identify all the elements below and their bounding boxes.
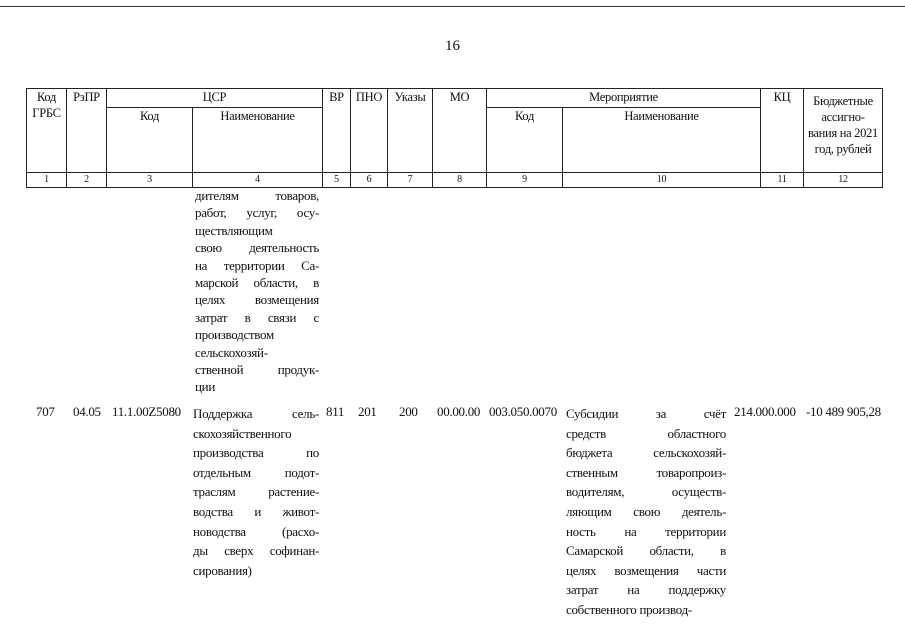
text-line: ственным товаропроиз- [566, 464, 726, 480]
text-line: ность на территории [566, 523, 726, 539]
text-line: целях возмещения [195, 292, 319, 308]
text-line: затрат в связи с [195, 309, 319, 325]
text-line: ции [195, 379, 215, 395]
text-line: дителям товаров, [195, 188, 319, 203]
header-mo: МО [433, 89, 487, 173]
row-mer-code: 003.050.0070 [489, 404, 557, 419]
text-line: ществляющим [195, 222, 273, 238]
header-mer-kod: Код [487, 108, 563, 173]
header-pno: ПНО [351, 89, 388, 173]
header-kod-grbs: Код ГРБС [27, 89, 67, 173]
text-line: бюджета сельскохозяй- [566, 445, 726, 461]
header-ukazy: Указы [388, 89, 433, 173]
header-csr-name: Наименование [193, 108, 323, 173]
header-csr: ЦСР [107, 89, 323, 108]
header-budget: Бюджетные ассигно- вания на 2021 год, рублей [804, 89, 883, 173]
text-line: Поддержка сель- [193, 406, 319, 421]
text-line: ственной продук- [195, 362, 319, 378]
column-number: 12 [804, 173, 883, 188]
header-vr: ВР [323, 89, 351, 173]
column-number: 9 [487, 173, 563, 188]
text-line: марской области, в [195, 275, 319, 291]
row-pno: 201 [358, 404, 377, 419]
text-line: скохозяйственного [193, 425, 292, 441]
column-number: 2 [67, 173, 107, 188]
row-rzpr: 04.05 [73, 404, 101, 419]
text-line: отдельным подот- [193, 464, 319, 480]
page-number: 16 [445, 38, 460, 54]
text-line: сирования) [193, 562, 252, 578]
column-number: 7 [388, 173, 433, 188]
scan-edge-line [0, 6, 905, 7]
row-ukazy: 200 [399, 404, 418, 419]
column-number: 6 [351, 173, 388, 188]
column-number: 11 [761, 173, 804, 188]
header-csr-kod: Код [107, 108, 193, 173]
text-line: на территории Са- [195, 257, 319, 273]
row-mer-name [566, 404, 726, 620]
column-number: 3 [107, 173, 193, 188]
text-line: производством [195, 327, 274, 343]
table-header [26, 88, 883, 188]
row-amount: -10 489 905,28 [806, 404, 881, 419]
text-line: ды сверх софинан- [193, 543, 319, 559]
column-number: 4 [193, 173, 323, 188]
header-kc: КЦ [761, 89, 804, 173]
column-number: 1 [27, 173, 67, 188]
row-csr-code: 11.1.00Z5080 [112, 404, 181, 419]
column-numbers-row [27, 173, 883, 188]
text-line: целях возмещения части [566, 562, 726, 578]
continuation-text [195, 187, 319, 396]
text-line: Самарской области, в [566, 543, 726, 559]
text-line: траслям растение- [193, 484, 319, 500]
row-csr-name [193, 404, 319, 580]
text-line: водителям, осуществ- [566, 484, 726, 500]
row-grbs: 707 [36, 404, 55, 419]
text-line: собственного производ- [566, 601, 692, 617]
text-line: новодства (расхо- [193, 523, 319, 539]
text-line: водства и живот- [193, 503, 319, 519]
text-line: работ, услуг, осу- [195, 205, 319, 221]
text-line: сельскохозяй- [195, 344, 268, 360]
column-number: 5 [323, 173, 351, 188]
text-line: Субсидии за счёт [566, 406, 726, 421]
header-mer-name: Наименование [563, 108, 761, 173]
column-number: 8 [433, 173, 487, 188]
text-line: свою деятельность [195, 240, 319, 256]
row-mo: 00.00.00 [437, 404, 481, 419]
column-number: 10 [563, 173, 761, 188]
row-kc: 214.000.000 [734, 404, 796, 419]
text-line: средств областного [566, 425, 726, 441]
header-rzpr: РзПР [67, 89, 107, 173]
text-line: ляющим свою деятель- [566, 503, 726, 519]
text-line: производства по [193, 445, 319, 461]
header-meropriyatie: Мероприятие [487, 89, 761, 108]
row-vr: 811 [326, 404, 345, 419]
text-line: затрат на поддержку [566, 582, 726, 598]
